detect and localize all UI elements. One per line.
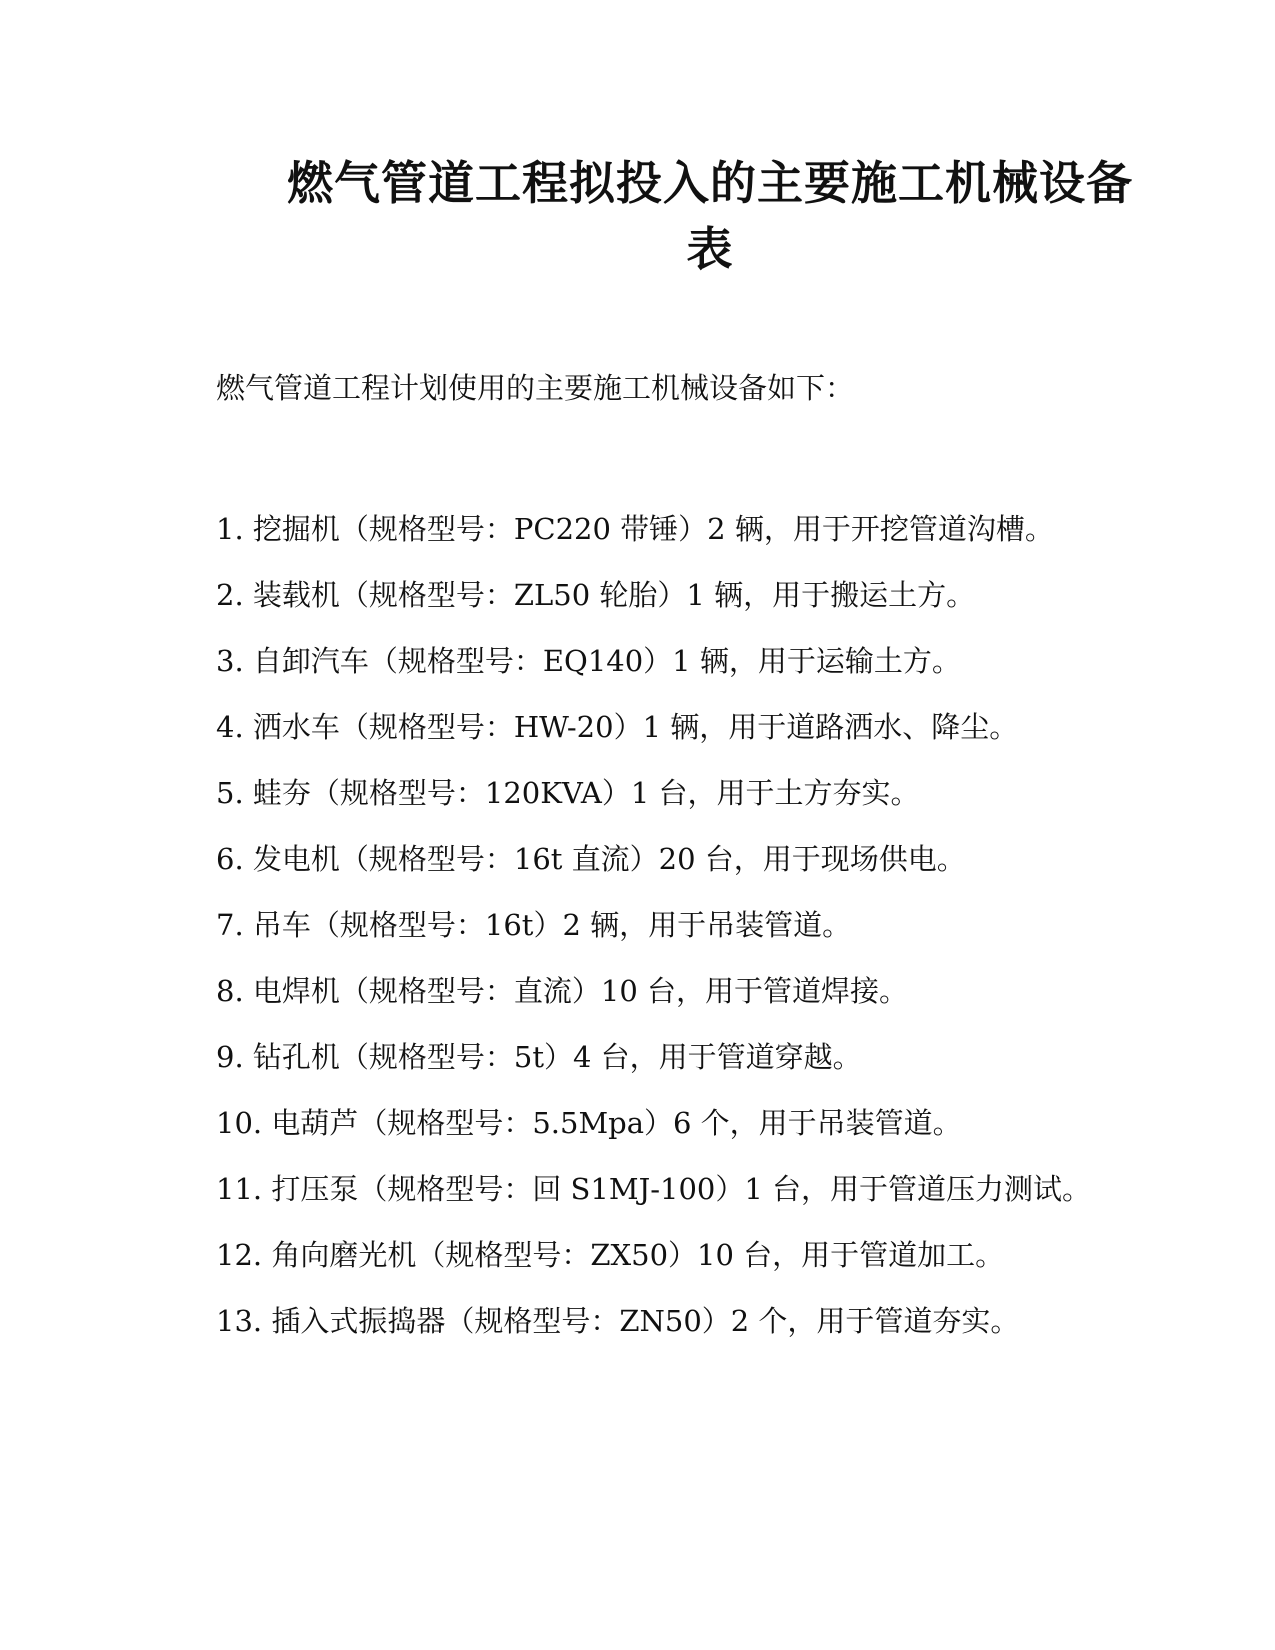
- list-item: 5. 蛙夯（规格型号：120KVA）1 台，用于土方夯实。: [216, 776, 920, 810]
- intro-paragraph: 燃气管道工程计划使用的主要施工机械设备如下：: [216, 371, 855, 405]
- list-item: 6. 发电机（规格型号：16t 直流）20 台，用于现场供电。: [216, 842, 966, 876]
- list-item: 4. 洒水车（规格型号：HW-20）1 辆，用于道路洒水、降尘。: [216, 710, 1019, 744]
- list-item: 12. 角向磨光机（规格型号：ZX50）10 台，用于管道加工。: [216, 1238, 1005, 1272]
- list-item: 1. 挖掘机（规格型号：PC220 带锤）2 辆，用于开挖管道沟槽。: [216, 512, 1054, 546]
- list-item: 7. 吊车（规格型号：16t）2 辆，用于吊装管道。: [216, 908, 852, 942]
- list-item: 9. 钻孔机（规格型号：5t）4 台，用于管道穿越。: [216, 1040, 862, 1074]
- list-item: 10. 电葫芦（规格型号：5.5Mpa）6 个，用于吊装管道。: [216, 1106, 962, 1140]
- page-title: [150, 150, 1270, 282]
- list-item: 11. 打压泵（规格型号：回 S1MJ-100）1 台，用于管道压力测试。: [216, 1172, 1092, 1206]
- list-item: 2. 装载机（规格型号：ZL50 轮胎）1 辆，用于搬运土方。: [216, 578, 976, 612]
- equipment-list: [150, 496, 1100, 1354]
- list-item: 13. 插入式振捣器（规格型号：ZN50）2 个，用于管道夯实。: [216, 1304, 1020, 1338]
- page-title-line-2: 表: [686, 222, 734, 276]
- page-title-line-1: 燃气管道工程拟投入的主要施工机械设备: [287, 156, 1133, 210]
- list-item: 8. 电焊机（规格型号：直流）10 台，用于管道焊接。: [216, 974, 909, 1008]
- list-item: 3. 自卸汽车（规格型号：EQ140）1 辆，用于运输土方。: [216, 644, 961, 678]
